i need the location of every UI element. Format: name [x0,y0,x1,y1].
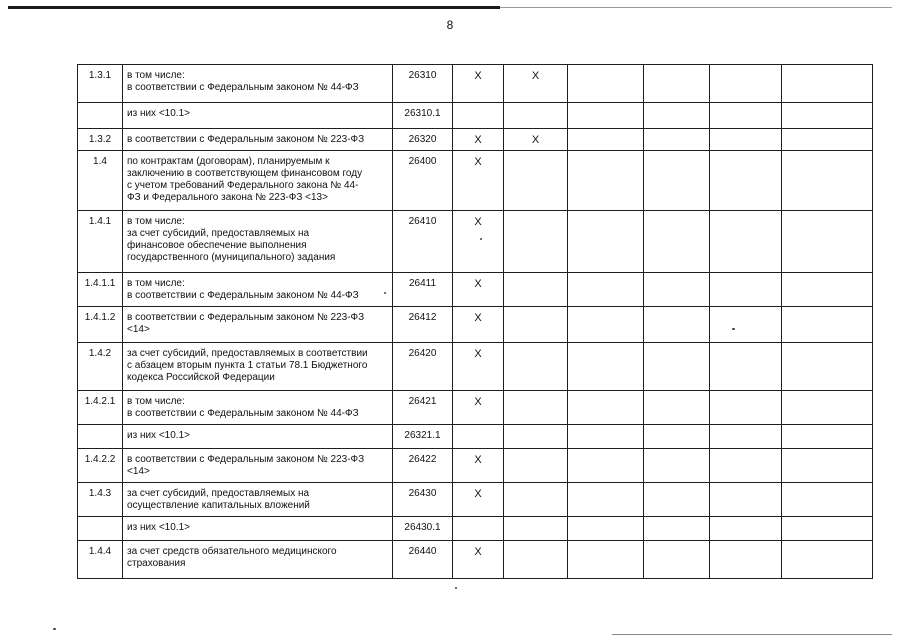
description-line: финансовое обеспечение выполнения [127,240,307,251]
description-line: кодекса Российской Федерации [127,372,275,383]
mark-column-1 [453,103,504,129]
mark-column-2 [504,103,568,129]
empty-cell [782,483,873,517]
empty-cell [644,65,710,103]
description-line: по контрактам (договорам), планируемым к [127,156,330,167]
mark-column-1 [453,425,504,449]
empty-cell [644,211,710,273]
row-code: 26440 [393,541,453,579]
row-description [123,425,393,449]
row-number [78,103,123,129]
empty-cell [568,391,644,425]
row-description [123,449,393,483]
row-description [123,391,393,425]
description-line: в том числе: [127,396,185,407]
empty-cell [782,449,873,483]
page-number: 8 [446,18,454,32]
row-number [78,425,123,449]
mark-column-2: X [504,129,568,151]
empty-cell [568,541,644,579]
mark-column-1 [453,517,504,541]
row-description [123,151,393,211]
row-number: 1.4.1 [78,211,123,273]
table-row [78,273,873,307]
table-row [78,391,873,425]
row-code: 26411 [393,273,453,307]
empty-cell [568,103,644,129]
scan-speck [384,292,386,294]
row-code: 26420 [393,343,453,391]
description-line: за счет субсидий, предоставляемых в соответствии [127,348,368,359]
table-row [78,517,873,541]
empty-cell [782,103,873,129]
row-code: 26310 [393,65,453,103]
row-code: 26421 [393,391,453,425]
empty-cell [568,307,644,343]
empty-cell [644,517,710,541]
empty-cell [568,273,644,307]
row-description [123,65,393,103]
mark-column-2 [504,343,568,391]
empty-cell [782,425,873,449]
empty-cell [782,211,873,273]
mark-column-2 [504,273,568,307]
mark-column-2 [504,483,568,517]
row-number: 1.4 [78,151,123,211]
empty-cell [710,483,782,517]
empty-cell [782,273,873,307]
description-line: в том числе: [127,278,185,289]
empty-cell [782,65,873,103]
empty-cell [568,517,644,541]
empty-cell [710,449,782,483]
empty-cell [568,129,644,151]
scan-speck [732,328,735,330]
row-number: 1.3.2 [78,129,123,151]
mark-column-1: X [453,273,504,307]
empty-cell [710,151,782,211]
description-line: за счет средств обязательного медицинского [127,546,337,557]
mark-column-1: X [453,65,504,103]
empty-cell [782,307,873,343]
empty-cell [782,541,873,579]
table-body [78,65,873,579]
mark-column-1: X [453,151,504,211]
empty-cell [782,151,873,211]
table-row [78,211,873,273]
empty-cell [568,65,644,103]
empty-cell [710,211,782,273]
empty-cell [644,425,710,449]
empty-cell [710,103,782,129]
mark-column-2 [504,391,568,425]
row-code: 26430.1 [393,517,453,541]
table-row [78,307,873,343]
empty-cell [644,343,710,391]
table-row [78,151,873,211]
mark-column-2 [504,211,568,273]
description-line: заключению в соответствующем финансовом году [127,168,363,179]
mark-column-1: X [453,541,504,579]
description-line: в соответствии с Федеральным законом № 223-ФЗ [127,454,365,465]
table-row [78,483,873,517]
empty-cell [644,483,710,517]
description-line: в соответствии с Федеральным законом № 44-ФЗ [127,290,359,301]
row-description [123,103,393,129]
table-row [78,103,873,129]
empty-cell [710,541,782,579]
mark-column-2: X [504,65,568,103]
description-line: с учетом требований Федерального закона № 44- [127,180,359,191]
row-code: 26410 [393,211,453,273]
row-code: 26430 [393,483,453,517]
description-line: за счет субсидий, предоставляемых на [127,488,310,499]
row-code: 26422 [393,449,453,483]
mark-column-2 [504,425,568,449]
empty-cell [568,211,644,273]
empty-cell [644,541,710,579]
description-line: в соответствии с Федеральным законом № 44-ФЗ [127,408,359,419]
empty-cell [710,391,782,425]
mark-column-1: X [453,391,504,425]
mark-column-2 [504,151,568,211]
row-description [123,517,393,541]
mark-column-1: X [453,307,504,343]
empty-cell [782,391,873,425]
row-code: 26400 [393,151,453,211]
mark-column-2 [504,449,568,483]
mark-column-1: X [453,483,504,517]
mark-column-2 [504,307,568,343]
empty-cell [644,391,710,425]
mark-column-2 [504,517,568,541]
empty-cell [710,273,782,307]
row-code: 26320 [393,129,453,151]
row-code: 26321.1 [393,425,453,449]
empty-cell [710,307,782,343]
empty-cell [710,517,782,541]
mark-column-1: X [453,129,504,151]
row-number: 1.4.2 [78,343,123,391]
empty-cell [568,425,644,449]
mark-column-1: X [453,211,504,273]
row-description [123,483,393,517]
row-number [78,517,123,541]
empty-cell [782,343,873,391]
description-line: из них <10.1> [127,522,190,533]
description-line: страхования [127,558,186,569]
empty-cell [782,129,873,151]
description-line: <14> [127,324,150,335]
table-row [78,449,873,483]
table-row [78,425,873,449]
description-line: осуществление капитальных вложений [127,500,310,511]
row-description [123,541,393,579]
empty-cell [568,449,644,483]
table-row [78,541,873,579]
description-line: в том числе: [127,216,185,227]
scan-border-top [8,6,500,9]
empty-cell [782,517,873,541]
mark-column-2 [504,541,568,579]
empty-cell [644,273,710,307]
description-line: в соответствии с Федеральным законом № 44-ФЗ [127,82,359,93]
empty-cell [644,129,710,151]
description-line: из них <10.1> [127,108,190,119]
row-code: 26412 [393,307,453,343]
row-description [123,211,393,273]
mark-column-1: X [453,449,504,483]
row-description [123,307,393,343]
mark-column-1: X [453,343,504,391]
empty-cell [710,129,782,151]
row-description [123,343,393,391]
row-number: 1.4.2.1 [78,391,123,425]
row-number: 1.4.4 [78,541,123,579]
empty-cell [710,343,782,391]
scan-speck [480,238,482,240]
description-line: <14> [127,466,150,477]
row-description [123,129,393,151]
description-line: государственного (муниципального) задания [127,252,336,263]
table-row [78,129,873,151]
empty-cell [568,343,644,391]
table-row [78,65,873,103]
empty-cell [644,103,710,129]
empty-cell [568,483,644,517]
scan-speck [455,587,457,589]
scan-border-bottom [612,634,892,635]
description-line: с абзацем вторым пункта 1 статьи 78.1 Бюджетного [127,360,368,371]
row-number: 1.4.2.2 [78,449,123,483]
row-number: 1.4.1.2 [78,307,123,343]
table-row [78,343,873,391]
empty-cell [710,65,782,103]
description-line: в соответствии с Федеральным законом № 223-ФЗ [127,312,365,323]
row-number: 1.4.1.1 [78,273,123,307]
empty-cell [644,307,710,343]
data-table [77,64,873,579]
empty-cell [644,449,710,483]
row-number: 1.4.3 [78,483,123,517]
scan-speck [53,628,56,630]
empty-cell [644,151,710,211]
description-line: из них <10.1> [127,430,190,441]
description-line: ФЗ и Федерального закона № 223-ФЗ <13> [127,192,328,203]
row-description [123,273,393,307]
row-code: 26310.1 [393,103,453,129]
row-number: 1.3.1 [78,65,123,103]
description-line: в соответствии с Федеральным законом № 223-ФЗ [127,134,365,145]
description-line: за счет субсидий, предоставляемых на [127,228,310,239]
empty-cell [568,151,644,211]
scan-border-top-thin [500,7,892,8]
empty-cell [710,425,782,449]
description-line: в том числе: [127,70,185,81]
